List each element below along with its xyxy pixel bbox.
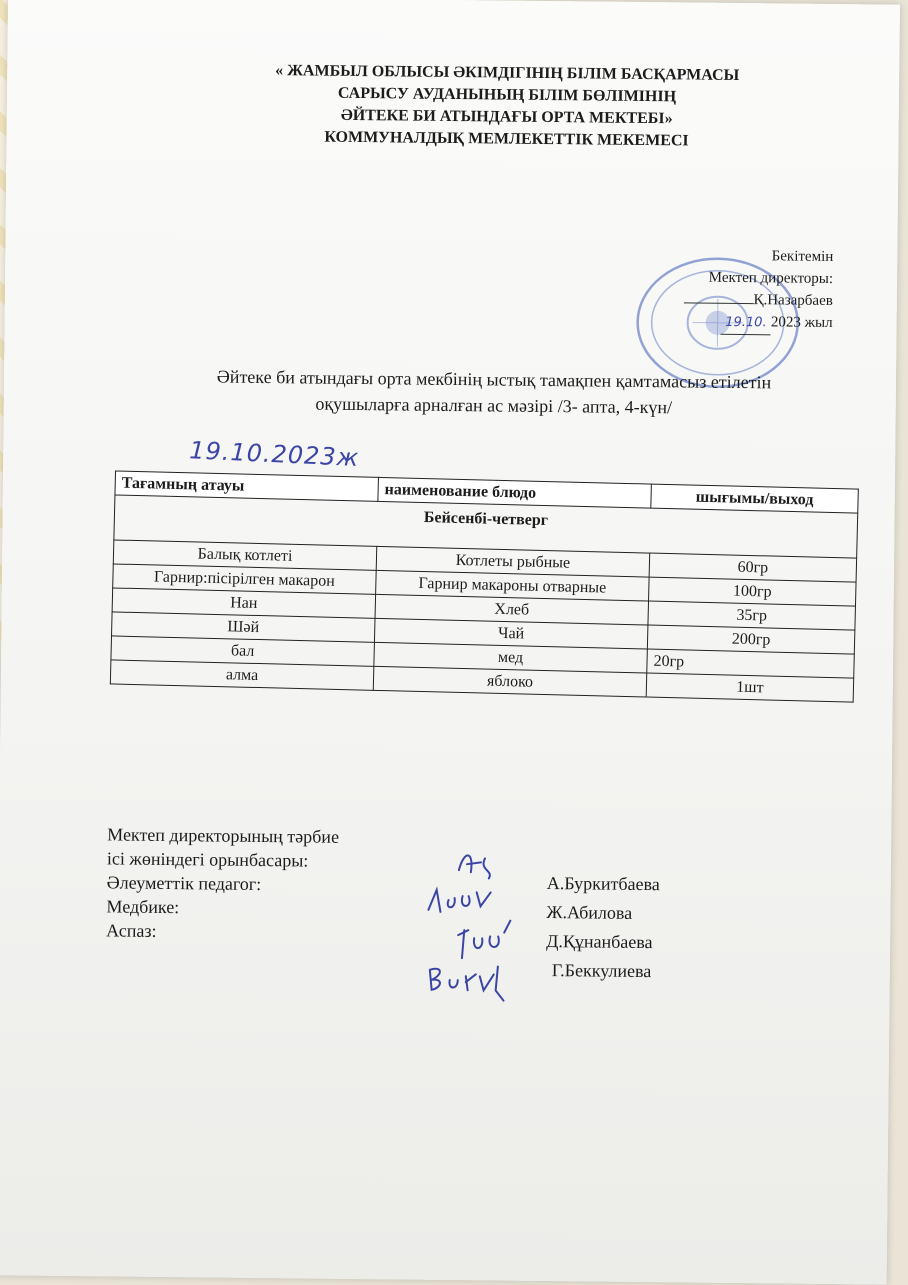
handwritten-signatures xyxy=(417,840,549,1011)
dish-output: 60гр xyxy=(649,553,857,582)
document-title xyxy=(144,363,845,422)
header-ru: наименование блюдо xyxy=(378,477,652,508)
approval-date-line xyxy=(683,310,833,336)
header-line-4: КОММУНАЛДЫҚ МЕМЛЕКЕТТІК МЕКЕМЕСІ xyxy=(324,128,689,150)
menu-day: Бейсенбі-четверг xyxy=(114,495,858,558)
role-4: Медбике: xyxy=(106,896,180,918)
dish-ru: Чай xyxy=(374,618,648,649)
name-4: Г.Беккулиева xyxy=(551,960,652,982)
header-kk: Тағамның атауы xyxy=(115,471,379,501)
dish-output: 200гр xyxy=(647,625,855,654)
approval-position: Мектеп директоры: xyxy=(708,269,834,287)
dish-output: 100гр xyxy=(649,577,857,606)
approval-year: 2023 жыл xyxy=(770,314,833,331)
header-line-3: ӘЙТЕКЕ БИ АТЫНДАҒЫ ОРТА МЕКТЕБІ» xyxy=(340,106,673,128)
dish-ru: Хлеб xyxy=(375,594,649,625)
handwritten-date: 19.10.2023ж xyxy=(188,436,360,472)
header-line-2: САРЫСУ АУДАНЫНЫҢ БІЛІМ БӨЛІМІНІҢ xyxy=(337,84,677,106)
approval-handwritten-date: 19.10. xyxy=(721,312,771,336)
header-line-1: « ЖАМБЫЛ ОБЛЫСЫ ӘКІМДІГІНІҢ БІЛІМ БАСҚАРМАСЫ xyxy=(275,62,740,84)
dish-ru: мед xyxy=(374,642,648,673)
title-line-1: Әйтеке би атындағы орта мекбінің ыстық тамақпен қамтамасыз етілетін xyxy=(216,366,772,393)
role-1: Мектеп директорының тәрбие xyxy=(107,824,340,847)
role-2: ісі жөніндегі орынбасары: xyxy=(106,848,309,871)
approval-name: Қ.Назарбаев xyxy=(753,292,833,309)
role-5: Аспаз: xyxy=(106,920,157,941)
dish-output: 20гр xyxy=(647,649,855,678)
name-3: Д.Құнанбаева xyxy=(546,931,653,953)
dish-kk: Нан xyxy=(112,588,376,618)
header-output: шығымы/выход xyxy=(651,484,859,513)
dish-kk: алма xyxy=(110,660,374,690)
approval-name-line xyxy=(683,288,833,312)
title-line-2: оқушыларға арналған ас мәзірі /3- апта, 4-күн/ xyxy=(315,393,673,418)
approval-label: Бекітемін xyxy=(771,248,834,265)
dish-ru: Котлеты рыбные xyxy=(376,546,650,577)
document-header xyxy=(156,59,857,154)
dish-kk: Балық котлеті xyxy=(113,540,377,570)
name-1: А.Буркитбаева xyxy=(546,873,660,895)
menu-table xyxy=(110,470,859,702)
dish-output: 1шт xyxy=(646,673,854,702)
approval-block xyxy=(683,244,833,336)
name-2: Ж.Абилова xyxy=(546,902,633,923)
dish-output: 35гр xyxy=(648,601,856,630)
dish-ru: яблоко xyxy=(373,666,647,697)
dish-kk: бал xyxy=(111,636,375,666)
signature-line xyxy=(683,302,753,304)
signatory-roles xyxy=(106,822,339,944)
dish-kk: Гарнир:пісірілген макарон xyxy=(113,564,377,594)
dish-ru: Гарнир макароны отварные xyxy=(376,570,650,601)
dish-kk: Шәй xyxy=(112,612,376,642)
role-3: Әлеуметтік педагог: xyxy=(106,872,262,895)
signatory-names xyxy=(546,869,660,986)
